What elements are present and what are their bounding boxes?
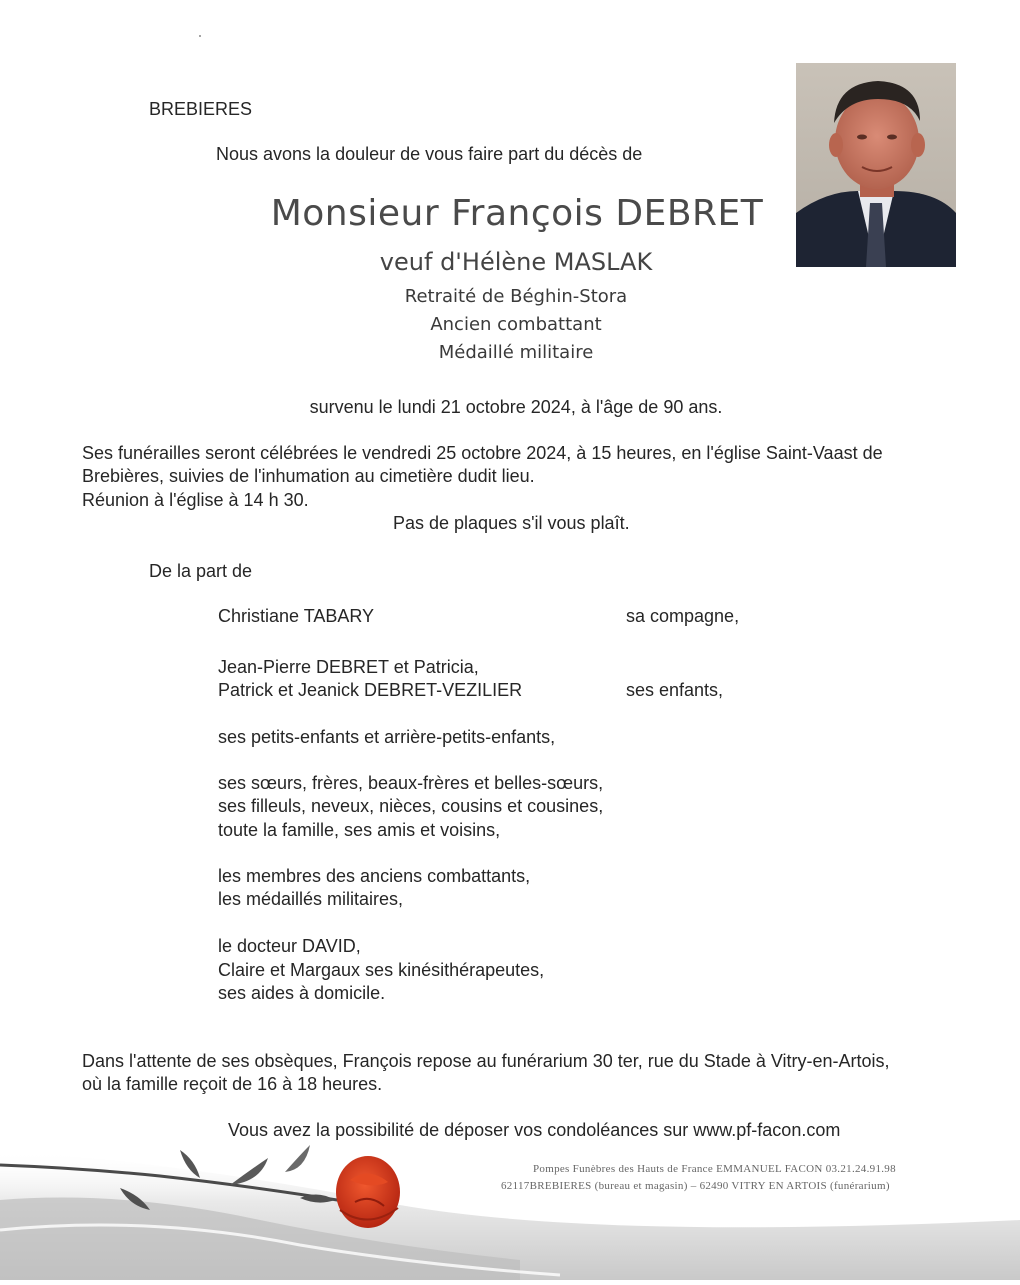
intro-text: Nous avons la douleur de vous faire part du décès de — [216, 144, 643, 164]
siblings-line-3: toute la famille, ses amis et voisins, — [218, 820, 501, 840]
children-relation: ses enfants, — [626, 680, 724, 700]
deceased-name: Monsieur François DEBRET — [270, 193, 764, 234]
siblings-line-2: ses filleuls, neveux, nièces, cousins et cousines, — [218, 796, 604, 816]
funeral-line-3: Réunion à l'église à 14 h 30. — [82, 490, 309, 510]
funeral-home-line-1: Pompes Funèbres des Hauts de France EMMANUEL FACON 03.21.24.91.98 — [533, 1163, 896, 1175]
care-line-1: le docteur DAVID, — [218, 936, 361, 956]
veterans-line-1: les membres des anciens combattants, — [218, 866, 531, 886]
care-line-3: ses aides à domicile. — [218, 983, 386, 1003]
children-line-2: Patrick et Jeanick DEBRET-VEZILIER — [218, 680, 523, 700]
veterans-line-2: les médaillés militaires, — [218, 889, 404, 909]
partner-relation: sa compagne, — [626, 606, 740, 626]
from-label: De la part de — [149, 561, 253, 581]
funeral-line-2: Brebières, suivies de l'inhumation au cimetière dudit lieu. — [82, 466, 535, 486]
rose-on-shore-image — [0, 1110, 1020, 1280]
title-retired: Retraité de Béghin-Stora — [404, 286, 628, 307]
funeral-home-line-2: 62117BREBIERES (bureau et magasin) – 62490 VITRY EN ARTOIS (funérarium) — [501, 1180, 890, 1192]
speck — [199, 35, 201, 37]
death-date: survenu le lundi 21 octobre 2024, à l'âge de 90 ans. — [309, 397, 723, 417]
town-name: BREBIERES — [149, 99, 253, 119]
siblings-line-1: ses sœurs, frères, beaux-frères et belles-sœurs, — [218, 773, 604, 793]
rest-line-1: Dans l'attente de ses obsèques, François repose au funérarium 30 ter, rue du Stade à Vitry-en-Artois, — [82, 1051, 890, 1071]
children-line-1: Jean-Pierre DEBRET et Patricia, — [218, 657, 479, 677]
widow-of: veuf d'Hélène MASLAK — [379, 248, 653, 276]
rest-line-2: où la famille reçoit de 16 à 18 heures. — [82, 1074, 383, 1094]
grandchildren: ses petits-enfants et arrière-petits-enfants, — [218, 727, 556, 747]
title-veteran: Ancien combattant — [430, 314, 602, 335]
funeral-line-1: Ses funérailles seront célébrées le vendredi 25 octobre 2024, à 15 heures, en l'église Saint-Vaast de — [82, 443, 883, 463]
no-plaques: Pas de plaques s'il vous plaît. — [393, 513, 630, 533]
condolences-text: Vous avez la possibilité de déposer vos condoléances sur www.pf-facon.com — [228, 1120, 841, 1140]
portrait-photo — [796, 63, 956, 267]
partner-name: Christiane TABARY — [218, 606, 375, 626]
title-medal: Médaillé militaire — [438, 342, 594, 363]
care-line-2: Claire et Margaux ses kinésithérapeutes, — [218, 960, 545, 980]
